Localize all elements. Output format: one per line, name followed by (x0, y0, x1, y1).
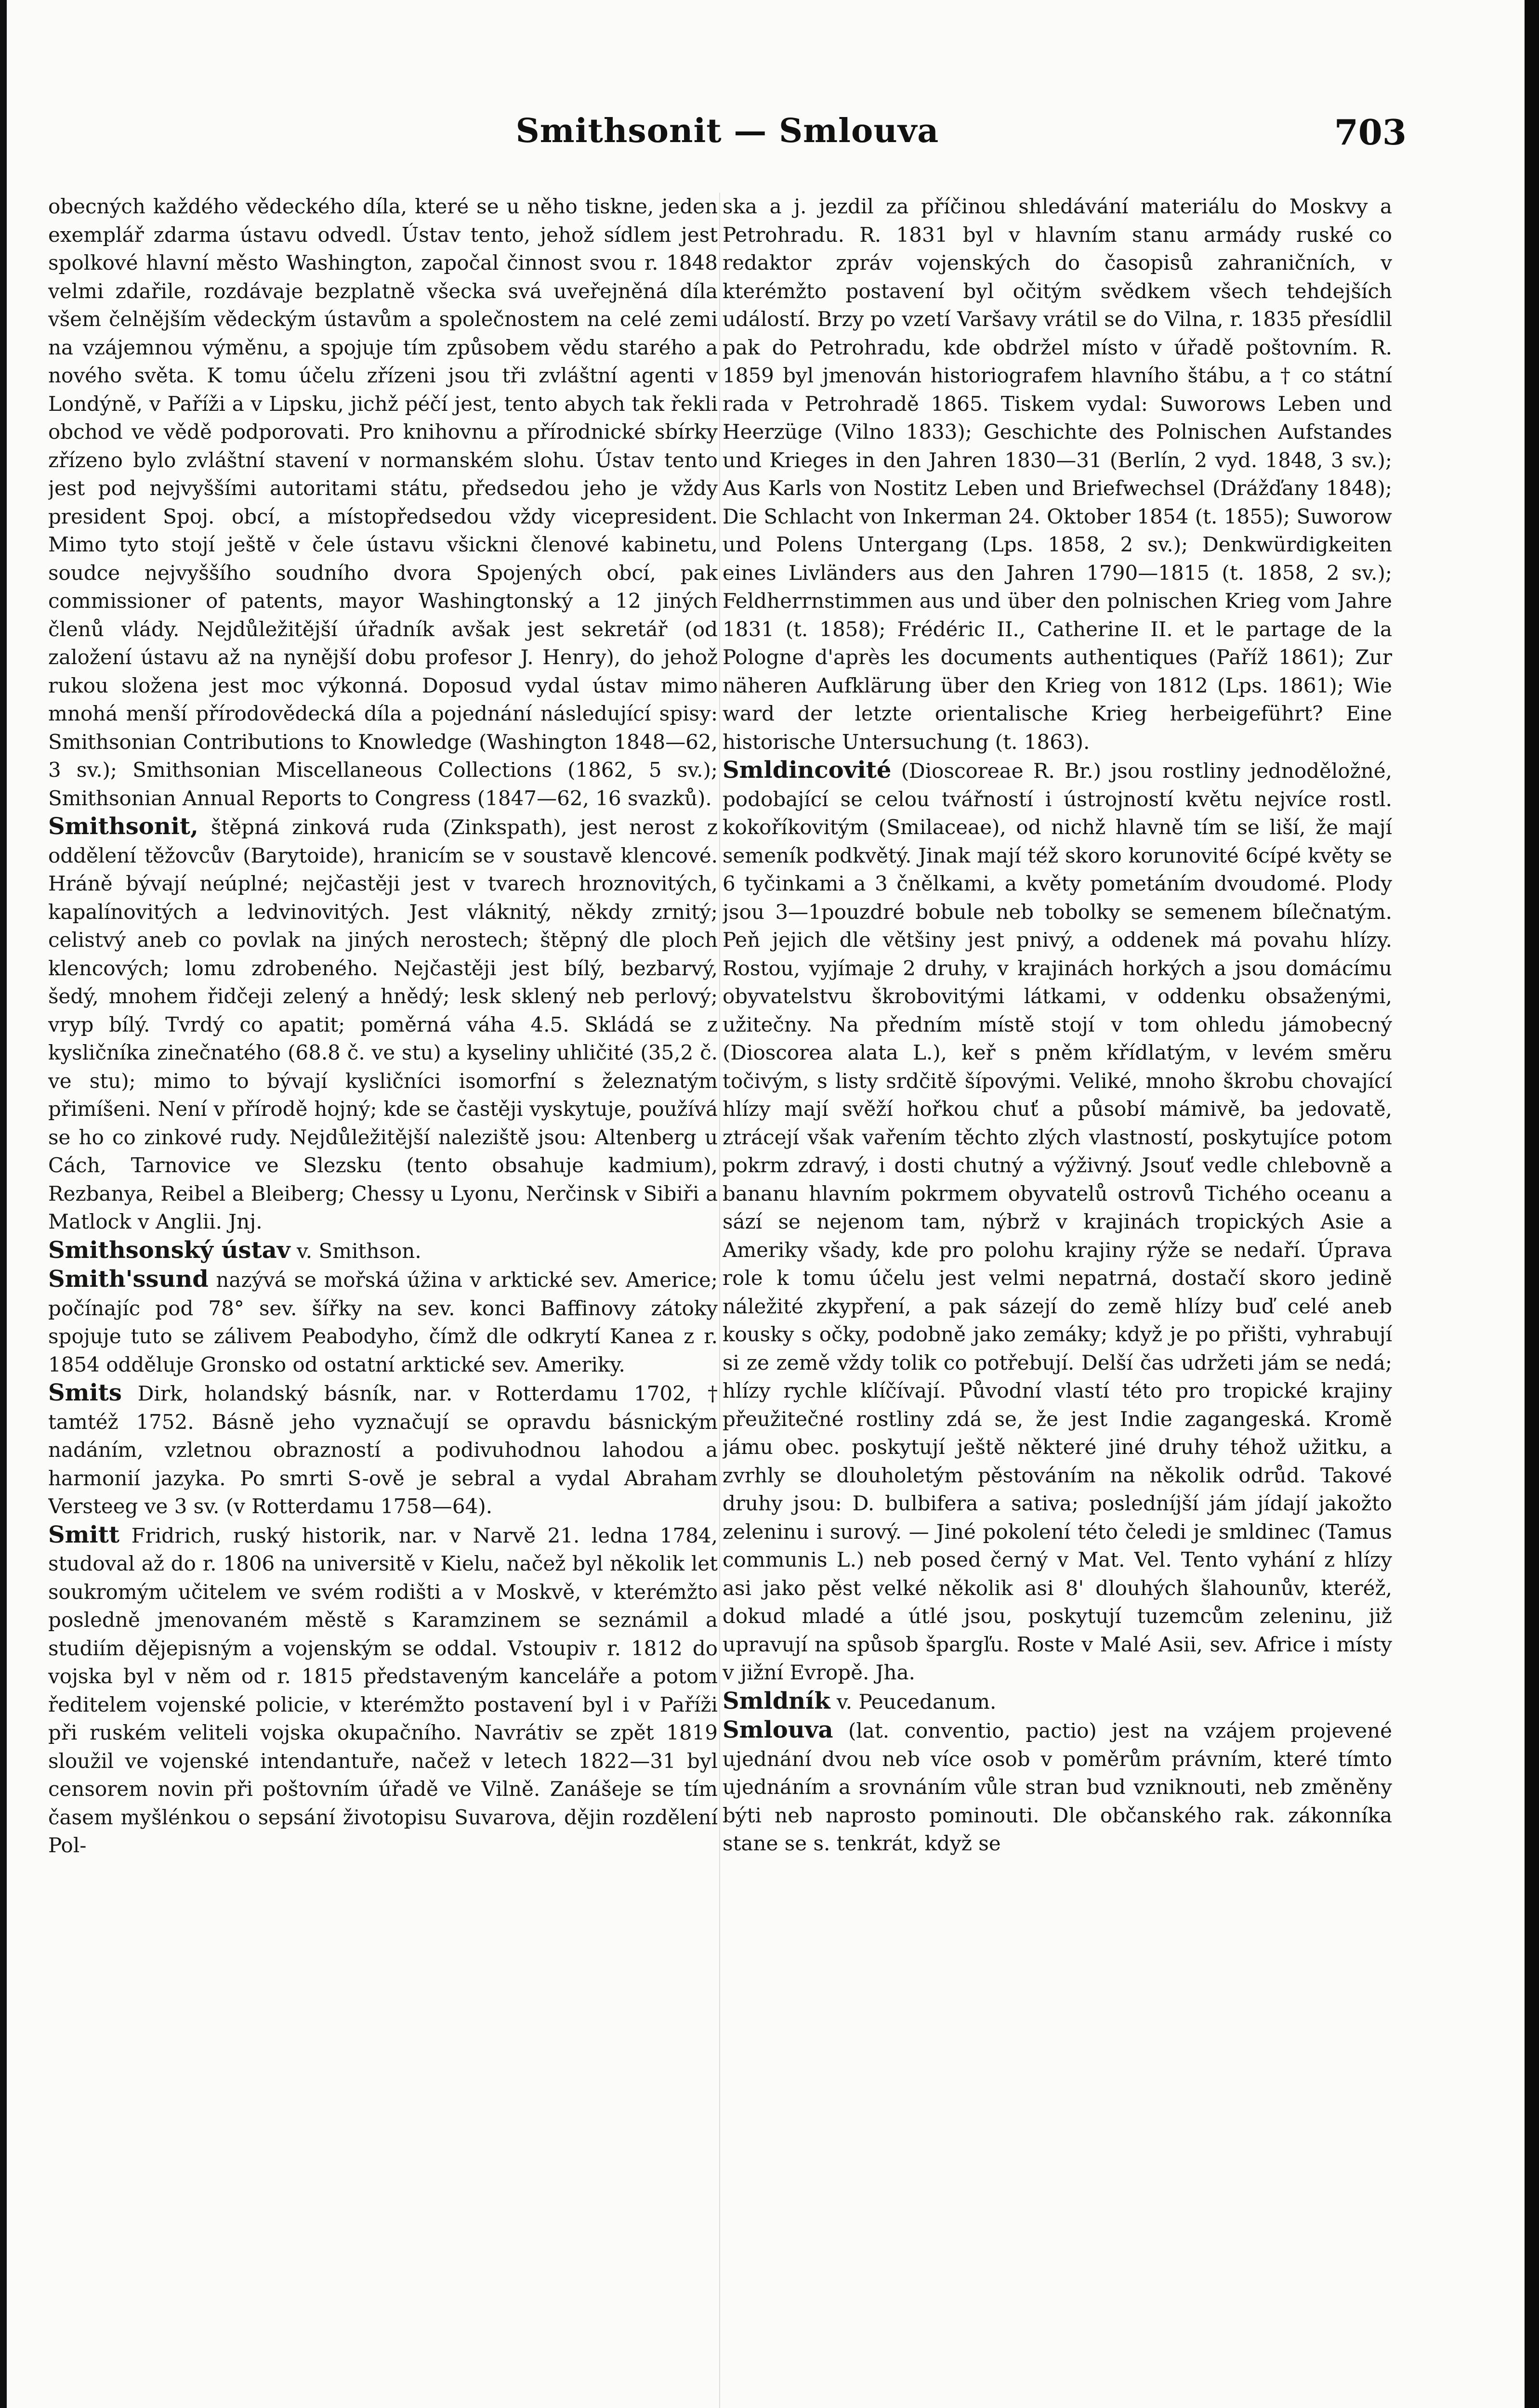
entry-smithssound (48, 1265, 718, 1379)
headword-smldincovite: Smldincovité (723, 757, 892, 784)
entry-text-smitt: Fridrich, ruský historik, nar. v Narvě 21. ledna 1784, studoval až do r. 1806 na universitě v Kielu, načež byl několik let soukromým učitelem ve svém rodišti a v Moskvě, v kterémžto posledně jmenovaném městě s Karamzinem se seznámil a studiím dějepisným a vojenským se oddal. Vstoupiv r. 1812 do vojska byl v něm od r. 1815 představeným kanceláře a potom ředitelem vojenské policie, v kterémžto postavení byl i v Paříži při ruském veliteli vojska okupačního. Navrátiv se zpět 1819 sloužil ve vojenské intendantuře, načež v letech 1822—31 byl censorem novin při poštovním úřadě ve Vilně. Zanášeje se tím časem myšlénkou o sepsání životopisu Suvarova, dějin rozdělení Pol- (48, 1523, 718, 1857)
entry-text-smithsonsky: v. Smithson. (297, 1239, 421, 1263)
headword-smithsonsky: Smithsonský ústav (48, 1236, 290, 1264)
headword-smithsonit: Smithsonit, (48, 813, 198, 840)
scan-left-edge (0, 0, 7, 2408)
page-number: 703 (1334, 112, 1407, 153)
entry-text-smldnik: v. Peucedanum. (837, 1689, 997, 1714)
right-column (723, 193, 1392, 2408)
column-divider (719, 193, 720, 2408)
smitt-continuation: ska a j. jezdil za příčinou shledávání materiálu do Moskvy a Petrohradu. R. 1831 byl v hlavním stanu armády ruské co redaktor zpráv vojenských do časopisů zahraničních, v kterémžto postavení byl očitým svědkem všech tehdejších událostí. Brzy po vzetí Varšavy vrátil se do Vilna, r. 1835 přesídlil pak do Petrohradu, kde obdržel místo v úřadě poštovním. R. 1859 byl jmenován historiografem hlavního štábu, a † co státní rada v Petrohradě 1865. Tiskem vydal: Suworows Leben und Heerzüge (Vilno 1833); Geschichte des Polnischen Aufstandes und Krieges in den Jahren 1830—31 (Berlín, 2 vyd. 1848, 3 sv.); Aus Karls von Nostitz Leben und Briefwechsel (Drážďany 1848); Die Schlacht von Inkerman 24. Oktober 1854 (t. 1855); Suworow und Polens Untergang (Lps. 1858, 2 sv.); Denkwürdigkeiten eines Livländers aus den Jahren 1790—1815 (t. 1858, 2 sv.); Feldherrnstimmen aus und über den polnischen Krieg vom Jahre 1831 (t. 1858); Frédéric II., Catherine II. et le partage de la Pologne d'après les documents authentiques (Paříž 1861); Zur näheren Aufklärung über den Krieg von 1812 (Lps. 1861); Wie ward der letzte orientalische Krieg herbeigeführt? Eine historische Untersuchung (t. 1863). (723, 195, 1392, 754)
entry-text-smits: Dirk, holandský básník, nar. v Rotterdamu 1702, † tamtéž 1752. Básně jeho vyznačují se opravdu básnickým nadáním, vzletnou obrazností a podivuhodnou lahodou a harmonií jazyka. Po smrti S-ově je sebral a vydal Abraham Versteeg ve 3 sv. (v Rotterdamu 1758—64). (48, 1382, 718, 1518)
entry-smldincovite (723, 756, 1392, 1687)
entry-text-smlouva: (lat. conventio, pactio) jest na vzájem projevené ujednání dvou neb více osob v poměrům právním, které tímto ujednáním a srovnáním vůle stran bud vzniknouti, neb změněny býti neb naprosto pominouti. Dle občanského rak. zákonníka stane se s. tenkrát, když se (723, 1719, 1392, 1855)
headword-smldnik: Smldník (723, 1687, 830, 1714)
scan-right-edge (1525, 0, 1539, 2408)
entry-smithsonit (48, 812, 718, 1236)
entry-smitt (48, 1521, 718, 1860)
entry-smithsonsky (48, 1236, 718, 1266)
headword-smlouva: Smlouva (723, 1716, 833, 1743)
entry-smldnik (723, 1687, 1392, 1716)
left-column (48, 193, 718, 2408)
entry-text-smithssound: nazývá se mořská úžina v arktické sev. Americe; počínajíc pod 78° sev. šířky na sev. konci Baffinovy zátoky spojuje tuto se zálivem Peabodyho, čímž dle odkrytí Kanea z r. 1854 odděluje Gronsko od ostatní arktické sev. Ameriky. (48, 1268, 718, 1376)
running-title: Smithsonit — Smlouva (515, 112, 939, 150)
entry-smits (48, 1379, 718, 1521)
headword-smitt: Smitt (48, 1521, 120, 1548)
page-header (48, 112, 1407, 165)
entry-text-smldincovite: (Dioscoreae R. Br.) jsou rostliny jednoděložné, podobající se celou tvářností i ústrojností květu nejvíce rostl. kokoříkovitým (Smilaceae), od nichž hlavně tím se liší, že mají semeník podkvětý. Jinak mají též skoro korunovité 6cípé květy se 6 tyčinkami a 3 čnělkami, a květy pometáním dvoudomé. Plody jsou 3—1pouzdré bobule neb tobolky se semenem bílečnatým. Peň jejich dle většiny jest pnivý, a oddenek má povahu hlízy. Rostou, vyjímaje 2 druhy, v krajinách horkých a jsou domácímu obyvatelstvu škrobovitými látkami, v oddenku obsaženými, užitečny. Na předním místě stojí v tom ohledu jámobecný (Dioscorea alata L.), keř s pněm křídlatým, v levém směru točivým, s listy srdčitě šípovými. Veliké, mnoho škrobu chovající hlízy mají svěží hořkou chuť a působí mámivě, ba jedovatě, ztrácejí však vařením těchto zlých vlastností, poskytujíce potom pokrm zdravý, i dosti chutný a výživný. Jsouť vedle chlebovně a bananu hlavním pokrmem obyvatelů ostrovů Tichého oceanu a sází se nejenom tam, nýbrž v krajinách tropických Asie a Ameriky všady, kde pro polohu krajiny rýže se nedaří. Úprava role k tomu účelu jest velmi nepatrná, dostačí skoro jedině náležité zkypření, a pak sázejí do země hlízy buď celé aneb kousky s očky, podobně jako zemáky; když je po přišti, vyhrabují si ze země vždy tolik co potřebují. Delší čas udržeti jám se nedá; hlízy rychle klíčívají. Původní vlastí této pro tropické krajiny přeužitečné rostliny zdá se, že jest Indie zagangeská. Kromě jámu obec. poskytují ještě některé jiné druhy téhož užitku, a zvrhly se dlouholetým pěstováním na několik odrůd. Takové druhy jsou: D. bulbifera a sativa; posledníjší jám jídají jakožto zeleninu i surový. — Jiné pokolení této čeledi je smldinec (Tamus communis L.) neb posed černý v Mat. Vel. Tento vyhání z hlízy asi jako pěst velké několik asi 8' dlouhých šlahounův, kteréž, dokud mladé a útlé jsou, poskytují tuzemcům zeleninu, již upravují na spůsob špargľu. Roste v Malé Asii, sev. Africe i místy v jižní Evropě. Jha. (723, 759, 1392, 1684)
entry-smlouva (723, 1716, 1392, 1858)
headword-smits: Smits (48, 1379, 122, 1406)
smithson-continuation: obecných každého vědeckého díla, které se u něho tiskne, jeden exemplář zdarma ústavu odvedl. Ústav tento, jehož sídlem jest spolkové hlavní město Washington, započal činnost svou r. 1848 velmi zdařile, rozdávaje bezplatně všecka svá uveřejněná díla všem čelnějším vědeckým ústavům a společnostem na celé zemi na vzájemnou výměnu, a spojuje tím způsobem vědu starého a nového světa. K tomu účelu zřízeni jsou tři zvláštní agenti v Londýně, v Paříži a v Lipsku, jichž péčí jest, tento abych tak řekli obchod ve vědě podporovati. Pro knihovnu a přírodnické sbírky zřízeno bylo zvláštní stavení v normanském slohu. Ústav tento jest pod nejvyššími autoritami státu, předsedou jeho je vždy president Spoj. obcí, a místopředsedou vždy vicepresident. Mimo tyto stojí ještě v čele ústavu všickni členové kabinetu, soudce nejvyššího soudního dvora Spojených obcí, pak commissioner of patents, mayor Washingtonský a 12 jiných členů vlády. Nejdůležitější úřadník avšak jest sekretář (od založení ústavu až na nynější dobu profesor J. Henry), do jehož rukou složena jest moc výkonná. Doposud vydal ústav mimo mnohá menší přírodovědecká díla a pojednání následující spisy: Smithsonian Contributions to Knowledge (Washington 1848—62, 3 sv.); Smithsonian Miscellaneous Collections (1862, 5 sv.); Smithsonian Annual Reports to Congress (1847—62, 16 svazků). (48, 195, 718, 810)
entry-text-smithsonit: štěpná zinková ruda (Zinkspath), jest nerost z oddělení těžovcův (Barytoide), hranicím se v soustavě klencové. Hráně bývají neúplné; nejčastěji jest v tvarech hroznovitých, kapalínovitých a ledvinovitých. Jest vláknitý, někdy zrnitý; celistvý aneb co povlak na jiných nerostech; štěpný dle ploch klencových; lomu zdrobeného. Nejčastěji jest bílý, bezbarvý, šedý, mnohem řidčeji zelený a hnědý; lesk sklený neb perlový; vryp bílý. Tvrdý co apatit; poměrná váha 4.5. Skládá se z kysličníka zinečnatého (68.8 č. ve stu) a kyseliny uhličité (35,2 č. ve stu); mimo to bývají kysličníci isomorfní s železnatým přimíšeni. Není v přírodě hojný; kde se častěji vyskytuje, používá se ho co zinkové rudy. Nejdůležitější naleziště jsou: Altenberg u Cách, Tarnovice ve Slezsku (tento obsahuje kadmium), Rezbanya, Reibel a Bleiberg; Chessy u Lyonu, Nerčinsk v Sibiři a Matlock v Anglii. Jnj. (48, 815, 718, 1233)
headword-smithssound: Smith'ssund (48, 1266, 209, 1293)
